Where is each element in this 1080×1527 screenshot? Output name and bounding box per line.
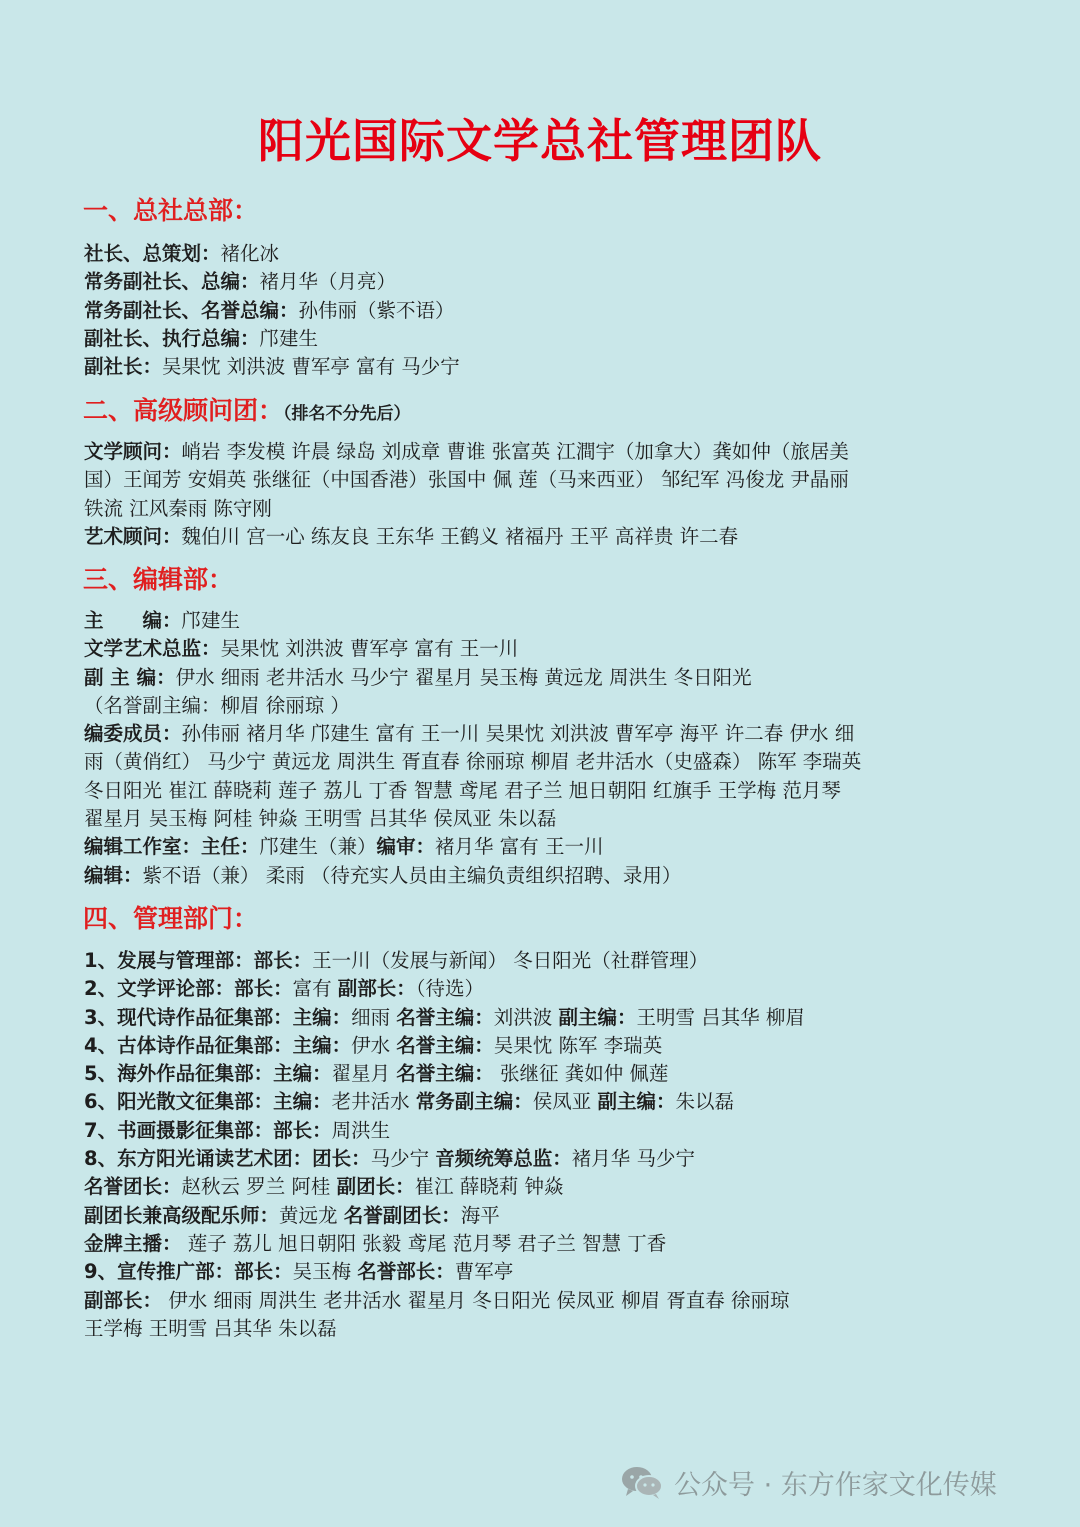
staff-line: [84, 495, 1004, 523]
role-label: 3、现代诗作品征集部：主编：: [84, 1005, 352, 1029]
section-heading-headquarters: [83, 193, 258, 229]
member-names: 赵秋云 罗兰 阿桂: [181, 1175, 337, 1199]
section-heading-text: 三、编辑部：: [83, 565, 234, 594]
member-names: 魏伯川 宫一心 练友良 王东华 王鹤义 褚福丹 王平 高祥贵 许二春: [181, 524, 739, 548]
section-heading-text: 四、管理部门：: [83, 904, 259, 933]
member-names: 邝建生: [181, 609, 241, 632]
role-label: 主 编：: [84, 609, 182, 632]
member-names: 雨（黄俏红） 马少宁 黄远龙 周洪生 胥直春 徐丽琼 柳眉 老井活水（史盛森） 陈军 李瑞英: [84, 750, 862, 774]
member-names: 细雨: [351, 1005, 397, 1029]
staff-line: [84, 635, 1004, 663]
staff-line: [84, 664, 1004, 692]
role-label: 常务副社长、名誉总编：: [84, 298, 299, 322]
role-label: 艺术顾问：: [84, 524, 182, 548]
role-label: 副社长：: [84, 355, 163, 379]
watermark-text: 公众号 · 东方作家文化传媒: [674, 1469, 997, 1501]
section-body-headquarters: [84, 240, 1004, 381]
member-names: 老井活水: [331, 1090, 416, 1114]
member-names: 峭岩 李发模 许晨 绿岛 刘成章 曹谁 张富英 江澗宇（加拿大）龚如仲（旅居美: [181, 440, 849, 463]
role-label: 副社长、执行总编：: [84, 326, 260, 350]
role-label: 社长、总策划：: [84, 242, 221, 265]
staff-line: [84, 325, 1004, 353]
role-label: 2、文学评论部：部长：: [84, 977, 293, 1001]
member-names: 王明雪 吕其华 柳眉: [636, 1005, 805, 1029]
role-label: 8、东方阳光诵读艺术团：团长：: [84, 1147, 371, 1171]
member-names: （待选）: [415, 977, 485, 1001]
role-label: 副主编：: [597, 1090, 676, 1114]
staff-line: [84, 833, 1004, 861]
wechat-icon: [620, 1464, 664, 1500]
member-names: 孙伟丽（紫不语）: [298, 298, 455, 322]
section-note: （排名不分先后）: [283, 404, 411, 424]
staff-line: [84, 1145, 1004, 1173]
role-label: 编辑：: [84, 863, 143, 887]
member-names: 邝建生（兼）: [259, 835, 377, 859]
member-names: 王一川（发展与新闻） 冬日阳光（社群管理）: [312, 949, 709, 972]
role-label: 金牌主播：: [84, 1231, 182, 1255]
section-heading-text: 一、总社总部：: [83, 196, 259, 225]
staff-line: [84, 1004, 1004, 1032]
member-names: 褚月华 富有 王一川: [435, 835, 604, 859]
role-label: 名誉主编：: [396, 1005, 494, 1029]
member-names: 冬日阳光 崔江 薛晓莉 莲子 荔儿 丁香 智慧 鸢尾 君子兰 旭日朝阳 红旗手 王学梅 范月琴: [84, 778, 841, 802]
staff-line: [84, 1287, 1004, 1315]
staff-line: [84, 1032, 1004, 1060]
member-names: 侯凤亚: [532, 1090, 598, 1114]
staff-line: [84, 748, 1004, 776]
staff-line: [84, 975, 1004, 1003]
role-label: 编委成员：: [84, 722, 182, 746]
member-names: 刘洪波: [493, 1005, 559, 1029]
member-names: 吴果忱 刘洪波 曹军亭 富有 王一川: [220, 637, 519, 661]
role-label: 9、宣传推广部：部长：: [84, 1260, 293, 1284]
member-names: 铁流 江风秦雨 陈守刚: [84, 496, 272, 520]
member-names: 张继征 龚如仲 佩莲: [493, 1062, 669, 1086]
staff-line: [84, 862, 1004, 890]
role-label: 副部长：: [337, 977, 416, 1001]
page-title: 阳光国际文学总社管理团队: [258, 114, 822, 168]
section-heading-editorial: [83, 562, 233, 598]
section-body-departments: [84, 947, 1004, 1343]
member-names: 孙伟丽 褚月华 邝建生 富有 王一川 吴果忱 刘洪波 曹军亭 海平 许二春 伊水 细: [181, 722, 855, 746]
role-label: 6、阳光散文征集部：主编：: [84, 1090, 332, 1114]
staff-line: [84, 438, 1004, 466]
member-names: 朱以磊: [675, 1090, 735, 1114]
member-names: 邝建生: [259, 326, 319, 350]
member-names: 马少宁: [370, 1147, 436, 1171]
staff-line: [84, 947, 1004, 975]
member-names: 黄远龙: [279, 1203, 344, 1227]
staff-line: [84, 805, 1004, 833]
section-body-advisors: [84, 438, 1004, 551]
staff-line: [84, 297, 1004, 325]
staff-line: [84, 1088, 1004, 1116]
staff-line: [84, 720, 1004, 748]
staff-line: [84, 353, 1004, 381]
member-names: 曹军亭: [454, 1260, 514, 1284]
role-label: 副部长：: [84, 1288, 163, 1312]
role-label: 名誉部长：: [357, 1260, 455, 1284]
role-label: 音频统筹总监：: [435, 1147, 572, 1171]
staff-line: [84, 777, 1004, 805]
member-names: 褚月华（月亮）: [259, 270, 397, 294]
role-label: 常务副主编：: [415, 1090, 533, 1114]
member-names: 莲子 荔儿 旭日朝阳 张毅 鸢尾 范月琴 君子兰 智慧 丁香: [181, 1231, 667, 1255]
member-names: 国）王闻芳 安娟英 张继征（中国香港）张国中 佩 莲（马来西亚） 邹纪军 冯俊龙 尹晶丽: [84, 468, 849, 492]
role-label: 编审：: [376, 835, 436, 859]
member-names: 周洪生: [331, 1118, 391, 1142]
staff-line: [84, 1230, 1004, 1258]
role-label: 文学顾问：: [84, 440, 182, 463]
role-label: 常务副社长、总编：: [84, 270, 260, 294]
role-label: 名誉主编：: [396, 1062, 494, 1086]
section-heading-advisors: [83, 393, 411, 432]
member-names: 伊水 细雨 周洪生 老井活水 翟星月 冬日阳光 侯凤亚 柳眉 胥直春 徐丽琼: [162, 1288, 790, 1312]
staff-line: [84, 1173, 1004, 1201]
role-label: 1、发展与管理部：部长：: [84, 949, 313, 972]
staff-line: [84, 1202, 1004, 1230]
staff-line: [84, 692, 1004, 720]
role-label: 编辑工作室：主任：: [84, 835, 260, 859]
member-names: 褚月华 马少宁: [571, 1147, 695, 1171]
role-label: 名誉副团长：: [343, 1203, 461, 1227]
member-names: 翟星月 吴玉梅 阿桂 钟焱 王明雪 吕其华 侯凤亚 朱以磊: [84, 807, 557, 831]
member-names: 伊水 细雨 老井活水 马少宁 翟星月 吴玉梅 黄远龙 周洪生 冬日阳光: [175, 665, 752, 689]
role-label: 文学艺术总监：: [84, 637, 221, 661]
member-names: 紫不语（兼） 柔雨 （待充实人员由主编负责组织招聘、录用）: [142, 863, 682, 887]
role-label: 副 主 编：: [84, 665, 176, 689]
role-label: 7、书画摄影征集部：部长：: [84, 1118, 332, 1142]
wechat-account-watermark: [620, 1460, 997, 1504]
role-label: 5、海外作品征集部：主编：: [84, 1062, 332, 1086]
staff-line: [84, 1117, 1004, 1145]
member-names: 吴玉梅: [292, 1260, 358, 1284]
role-label: 副团长：: [336, 1175, 415, 1199]
role-label: 名誉团长：: [84, 1175, 182, 1199]
staff-line: [84, 523, 1004, 551]
member-names: 王学梅 王明雪 吕其华 朱以磊: [84, 1316, 337, 1340]
section-body-editorial: [84, 607, 1004, 890]
member-names: （名誉副主编：柳眉 徐丽琼 ）: [84, 693, 350, 717]
staff-line: [84, 607, 1004, 635]
staff-line: [84, 1315, 1004, 1343]
role-label: 副主编：: [558, 1005, 637, 1029]
role-label: 4、古体诗作品征集部：主编：: [84, 1033, 352, 1057]
member-names: 海平: [460, 1203, 500, 1227]
section-heading-departments: [83, 901, 258, 937]
member-names: 崔江 薛晓莉 钟焱: [414, 1175, 564, 1199]
staff-line: [84, 466, 1004, 494]
member-names: 伊水: [351, 1033, 397, 1057]
staff-line: [84, 268, 1004, 296]
member-names: 翟星月: [331, 1062, 397, 1086]
staff-line: [84, 240, 1004, 268]
staff-line: [84, 1060, 1004, 1088]
role-label: 名誉主编：: [396, 1033, 494, 1057]
role-label: 副团长兼高级配乐师：: [84, 1203, 280, 1227]
member-names: 褚化冰: [220, 242, 280, 265]
staff-line: [84, 1258, 1004, 1286]
member-names: 吴果忱 刘洪波 曹军亭 富有 马少宁: [162, 355, 460, 379]
member-names: 吴果忱 陈军 李瑞英: [493, 1033, 663, 1057]
member-names: 富有: [292, 977, 338, 1001]
section-heading-text: 二、高级顾问团：: [83, 396, 284, 425]
